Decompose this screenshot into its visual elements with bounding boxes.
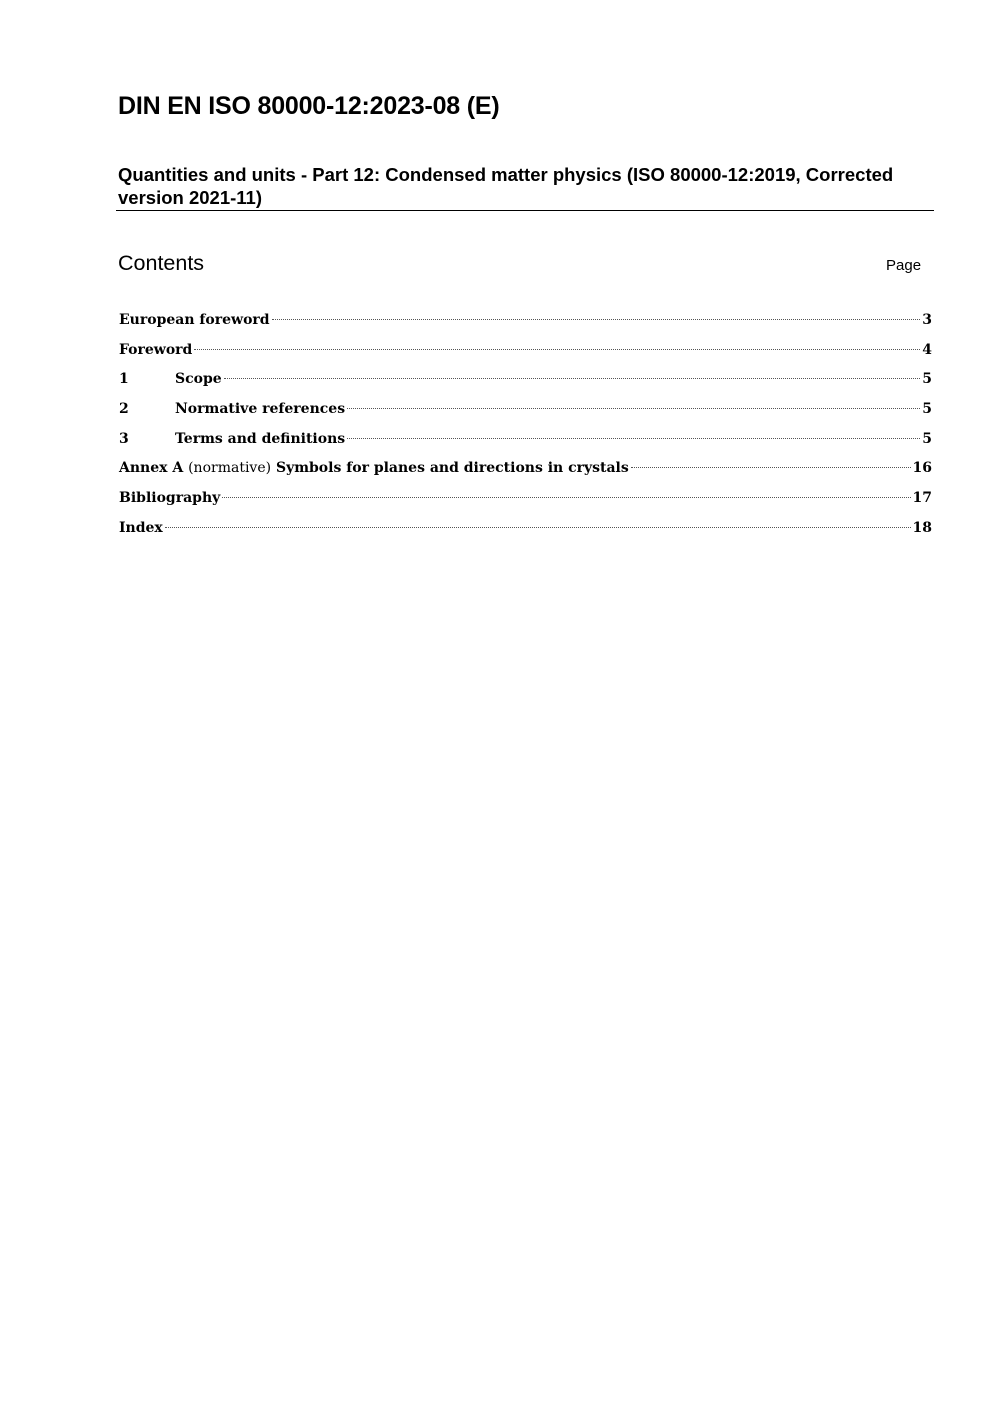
toc-entry-page: 4 xyxy=(922,341,932,358)
toc-entry-number: 1 xyxy=(119,371,129,388)
toc-entry-page: 16 xyxy=(912,460,932,477)
toc-entry-annex-a[interactable] xyxy=(119,456,932,486)
toc-entry-normative-references[interactable] xyxy=(119,397,932,427)
toc-dot-leader xyxy=(631,467,911,468)
toc-entry-title: Bibliography xyxy=(119,490,221,507)
toc-entry-page: 18 xyxy=(912,519,932,536)
page-column-label: Page xyxy=(886,257,922,274)
contents-heading: Contents xyxy=(118,251,205,275)
toc-annex-label: Annex A xyxy=(119,460,189,477)
toc-entry-title: European foreword xyxy=(119,312,270,328)
toc-annex-title: Symbols for planes and directions in crystals xyxy=(271,460,629,477)
toc-entry-page: 5 xyxy=(922,371,932,388)
toc-dot-leader xyxy=(194,349,920,350)
toc-entry-title: Index xyxy=(119,519,163,536)
toc-dot-leader xyxy=(165,527,911,528)
toc-entry-title: Normative references xyxy=(175,401,346,418)
toc-dot-leader xyxy=(272,319,921,320)
toc-entry-title xyxy=(119,456,629,480)
toc-entry-number: 2 xyxy=(119,401,129,418)
toc-entry-title: Terms and definitions xyxy=(175,430,346,447)
toc-dot-leader xyxy=(347,438,920,439)
table-of-contents xyxy=(119,308,932,546)
toc-annex-type: (normative) xyxy=(188,460,272,477)
toc-entry-european-foreword[interactable] xyxy=(119,308,932,338)
toc-entry-terms-and-definitions[interactable] xyxy=(119,427,932,457)
toc-entry-foreword[interactable] xyxy=(119,338,932,368)
document-subtitle: Quantities and units - Part 12: Condensed matter physics (ISO 80000-12:2019, Corrected version 2021-11) xyxy=(118,164,894,208)
toc-dot-leader xyxy=(224,378,921,379)
toc-entry-title: Scope xyxy=(175,371,222,388)
toc-entry-page: 3 xyxy=(922,312,932,328)
toc-entry-scope[interactable] xyxy=(119,367,932,397)
toc-entry-bibliography[interactable] xyxy=(119,486,932,516)
toc-dot-leader xyxy=(222,497,910,498)
toc-entry-index[interactable] xyxy=(119,516,932,546)
toc-entry-number: 3 xyxy=(119,430,129,447)
toc-entry-page: 5 xyxy=(922,430,932,447)
toc-dot-leader xyxy=(347,408,920,409)
toc-entry-page: 5 xyxy=(922,401,932,418)
page-title: DIN EN ISO 80000-12:2023-08 (E) xyxy=(118,92,500,120)
title-divider xyxy=(116,210,934,211)
toc-entry-page: 17 xyxy=(912,490,932,507)
toc-entry-title: Foreword xyxy=(119,341,193,358)
